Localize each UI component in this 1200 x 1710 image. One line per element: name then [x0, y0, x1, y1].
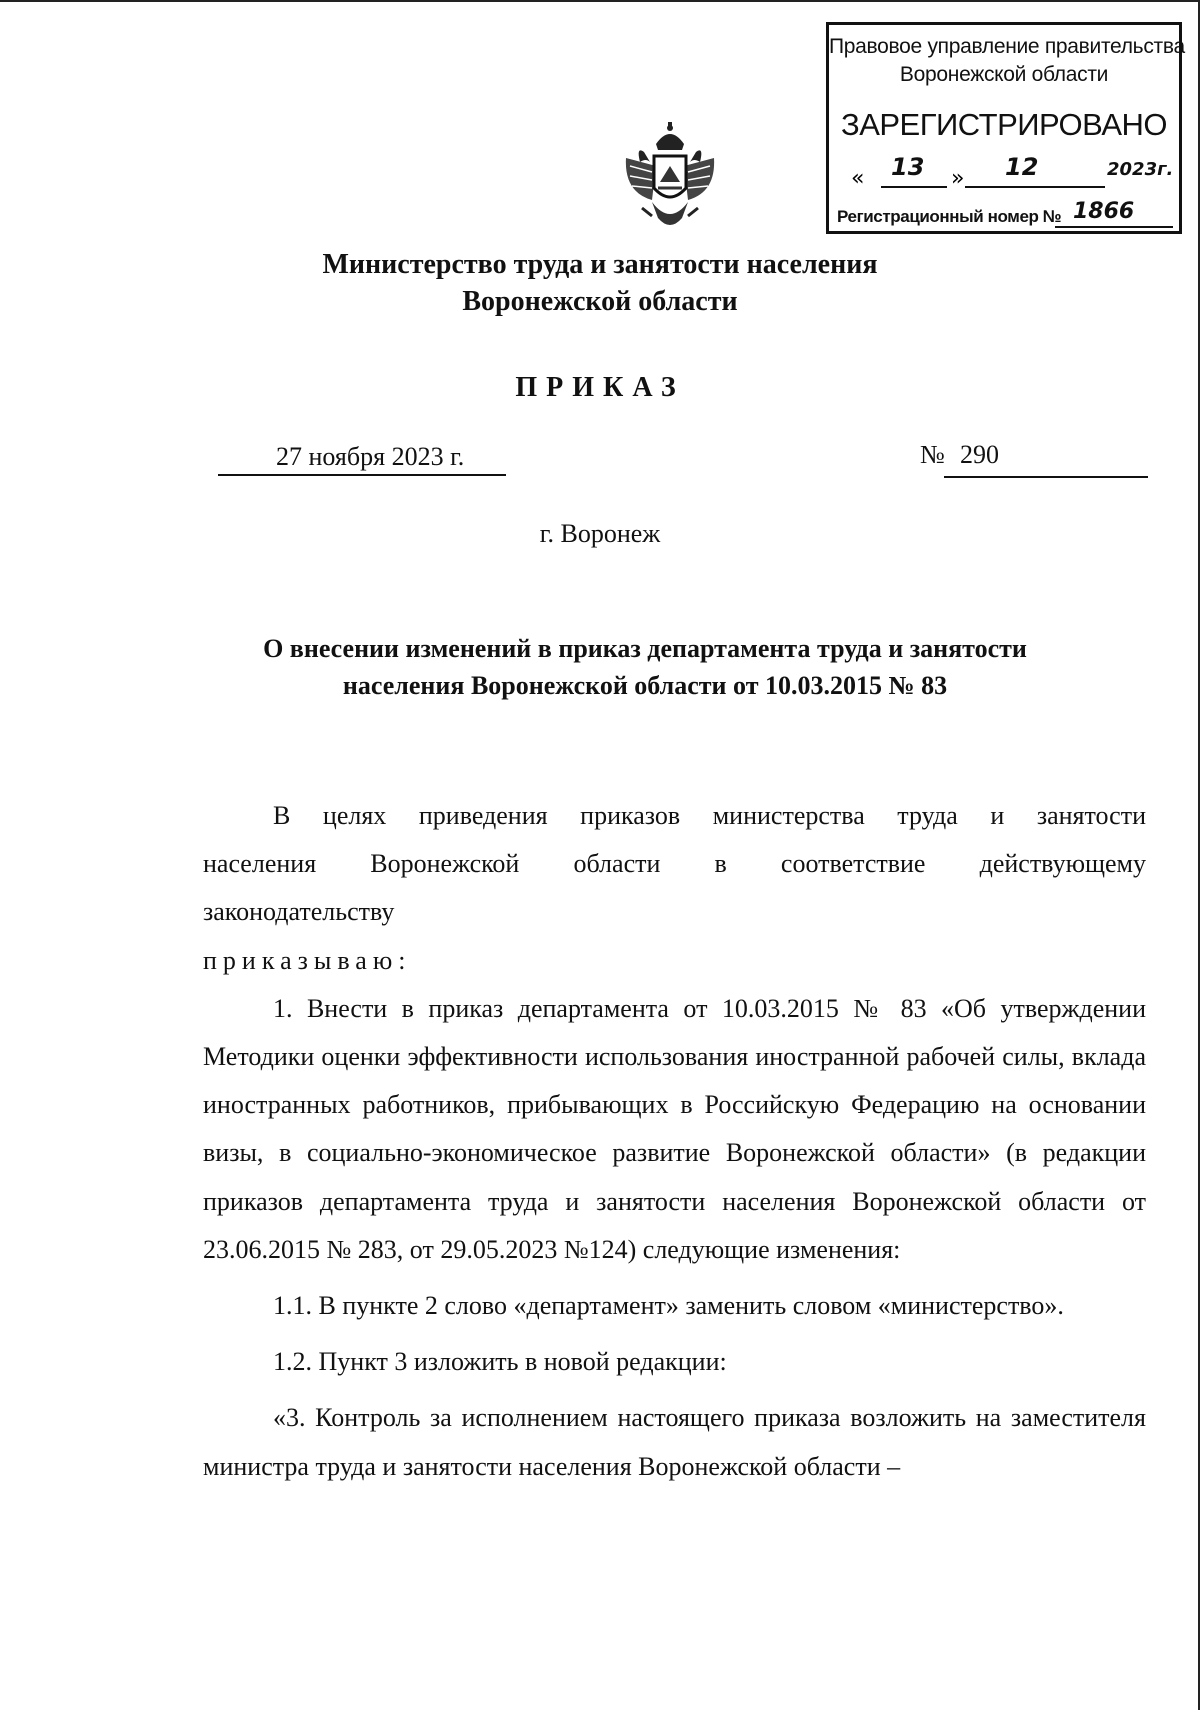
document-type: ПРИКАЗ: [515, 372, 685, 403]
order-number: 290: [960, 440, 999, 469]
stamp-registered: ЗАРЕГИСТРИРОВАНО: [840, 107, 1167, 142]
order-word: приказываю:: [203, 945, 412, 975]
stamp-org-line2: Воронежской области: [899, 63, 1109, 86]
stamp-org-line1: Правовое управление правительства: [829, 35, 1185, 58]
order-date: [218, 440, 506, 476]
svg-text:«: «: [851, 166, 865, 191]
order-number-underline: [944, 476, 1148, 478]
coat-of-arms-icon: [622, 122, 718, 232]
item-1-2-paragraph: 1.2. Пункт 3 изложить в новой редакции:: [273, 1347, 727, 1377]
order-date-text: 27 ноября 2023 г.: [276, 442, 465, 471]
stamp-number-row: [837, 199, 1177, 231]
item-1-1-paragraph: 1.1. В пункте 2 слово «департамент» заменить словом «министерство».: [273, 1291, 1064, 1321]
stamp-date-month: 12: [1005, 153, 1039, 181]
item-1-paragraph: 1. Внести в приказ департамента от 10.03.2015 № 83 «Об утверждении Методики оценки эффективности использования иностранной рабочей силы, вклада иностранных работников, прибывающих в Российскую Федерацию на основании визы, в социально-экономическое развитие Воронежской области» (в редакции приказов департамента труда и занятости населения Воронежской области от 23.06.2015 № 283, от 29.05.2023 №124) следующие изменения:: [203, 993, 1146, 1264]
ministry-name-line2: Воронежской области: [462, 286, 738, 317]
preamble-paragraph: В целях приведения приказов министерства труда и занятости населения Воронежской области в соответствие действующему законодательству: [203, 801, 1146, 927]
stamp-date-day: 13: [891, 153, 925, 181]
stamp-number-value: 1866: [1073, 199, 1135, 224]
ministry-name-line1: Министерство труда и занятости населения: [322, 249, 878, 280]
svg-text:»: »: [951, 166, 965, 191]
item-3-quote-paragraph: «3. Контроль за исполнением настоящего приказа возложить на заместителя министра труда и занятости населения Воронежской области –: [203, 1403, 1146, 1481]
scan-edge-top: [0, 0, 1200, 2]
stamp-date: [847, 153, 1174, 193]
registration-stamp: [826, 22, 1185, 234]
document-title-line2: населения Воронежской области от 10.03.2015 № 83: [342, 671, 948, 700]
document-title-line1: О внесении изменений в приказ департамента труда и занятости: [263, 634, 1027, 663]
stamp-date-year: 2023г.: [1107, 159, 1174, 180]
city: г. Воронеж: [539, 519, 661, 548]
stamp-number-label: Регистрационный номер №: [837, 207, 1062, 226]
document-body: [203, 792, 1146, 1491]
order-number-label: №: [920, 440, 945, 469]
